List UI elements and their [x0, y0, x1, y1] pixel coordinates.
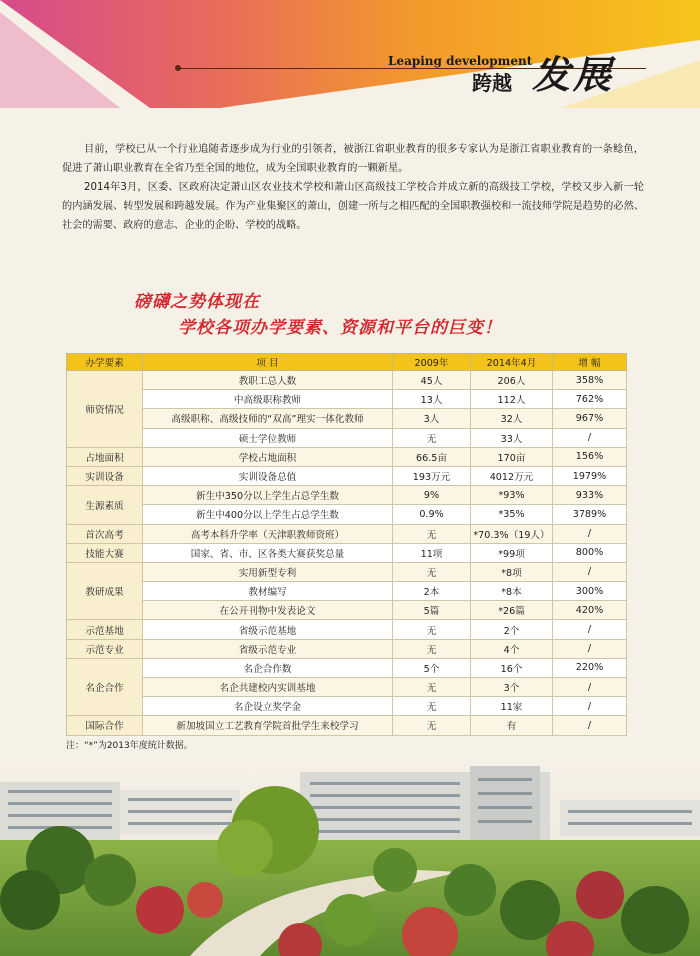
table-row — [67, 678, 627, 697]
table-row — [67, 716, 627, 735]
growth-cell: 156% — [553, 447, 627, 466]
growth-cell: / — [553, 620, 627, 639]
value-2009-cell: 11项 — [393, 543, 471, 562]
value-2014-cell: *8项 — [471, 562, 553, 581]
item-cell: 名企共建校内实训基地 — [143, 678, 393, 697]
table-row — [67, 428, 627, 447]
table-row — [67, 447, 627, 466]
table-header-row — [67, 354, 627, 371]
paragraph-1: 目前，学校已从一个行业追随者逐步成为行业的引领者，被浙江省职业教育的很多专家认为是浙江省职业教育的一条鲶鱼，促进了萧山职业教育在全省乃至全国的地位，成为全国职业教育的一颗新星。 — [62, 144, 644, 174]
value-2014-cell: 170亩 — [471, 447, 553, 466]
category-cell: 实训设备 — [67, 466, 143, 485]
category-cell: 首次高考 — [67, 524, 143, 543]
table-row — [67, 639, 627, 658]
table-row — [67, 601, 627, 620]
item-cell: 名企合作数 — [143, 658, 393, 677]
header-2014: 2014年4月 — [471, 354, 553, 371]
value-2014-cell: 有 — [471, 716, 553, 735]
growth-cell: / — [553, 678, 627, 697]
value-2009-cell: 无 — [393, 716, 471, 735]
value-2009-cell: 无 — [393, 697, 471, 716]
item-cell: 在公开刊物中发表论文 — [143, 601, 393, 620]
growth-cell: 933% — [553, 486, 627, 505]
category-cell: 名企合作 — [67, 658, 143, 716]
campus-photo — [0, 760, 700, 956]
table-row — [67, 562, 627, 581]
item-cell: 新加坡国立工艺教育学院首批学生来校学习 — [143, 716, 393, 735]
value-2009-cell: 0.9% — [393, 505, 471, 524]
slogan-line-2: 学校各项办学要素、资源和平台的巨变！ — [178, 318, 502, 338]
header-2009: 2009年 — [393, 354, 471, 371]
growth-cell: / — [553, 562, 627, 581]
table-row — [67, 582, 627, 601]
slogan-line-1: 磅礴之势体现在 — [134, 292, 260, 312]
category-cell: 示范基地 — [67, 620, 143, 639]
growth-cell: 1979% — [553, 466, 627, 485]
item-cell: 名企设立奖学金 — [143, 697, 393, 716]
value-2014-cell: 11家 — [471, 697, 553, 716]
value-2009-cell: 3人 — [393, 409, 471, 428]
header-category: 办学要素 — [67, 354, 143, 371]
value-2014-cell: *26篇 — [471, 601, 553, 620]
item-cell: 实用新型专利 — [143, 562, 393, 581]
category-cell: 教研成果 — [67, 562, 143, 620]
value-2014-cell: 206人 — [471, 371, 553, 390]
header-title-small: 跨越 — [472, 71, 512, 95]
category-cell: 示范专业 — [67, 639, 143, 658]
value-2014-cell: 32人 — [471, 409, 553, 428]
table-row — [67, 409, 627, 428]
item-cell: 中高级职称教师 — [143, 390, 393, 409]
paragraph-2: 2014年3月，区委、区政府决定萧山区农业技术学校和萧山区高级技工学校合并成立新的高级技工学校，学校又步入新一轮的内涵发展、转型发展和跨越发展。作为产业集聚区的萧山，创建一所与之相匹配的全国职教强校和一流技师学院是趋势的必然、社会的需要、政府的意志、企业的企盼、学校的战略。 — [62, 182, 644, 231]
value-2009-cell: 无 — [393, 428, 471, 447]
category-cell: 技能大赛 — [67, 543, 143, 562]
item-cell: 省级示范专业 — [143, 639, 393, 658]
table-row — [67, 371, 627, 390]
value-2009-cell: 2本 — [393, 582, 471, 601]
category-cell: 师资情况 — [67, 371, 143, 448]
value-2009-cell: 无 — [393, 639, 471, 658]
value-2009-cell: 无 — [393, 620, 471, 639]
table-row — [67, 466, 627, 485]
growth-cell: / — [553, 697, 627, 716]
item-cell: 高级职称、高级技师的“双高”理实一体化教师 — [143, 409, 393, 428]
header-item: 项 目 — [143, 354, 393, 371]
value-2014-cell: 4012万元 — [471, 466, 553, 485]
value-2014-cell: 3个 — [471, 678, 553, 697]
table-body — [67, 371, 627, 736]
growth-cell: 3789% — [553, 505, 627, 524]
item-cell: 国家、省、市、区各类大赛获奖总量 — [143, 543, 393, 562]
growth-cell: 800% — [553, 543, 627, 562]
value-2009-cell: 66.5亩 — [393, 447, 471, 466]
category-cell: 占地面积 — [67, 447, 143, 466]
value-2014-cell: *35% — [471, 505, 553, 524]
growth-cell: / — [553, 428, 627, 447]
footnote: 注：“*”为2013年度统计数据。 — [66, 741, 193, 751]
growth-cell: / — [553, 639, 627, 658]
value-2009-cell: 无 — [393, 524, 471, 543]
value-2009-cell: 无 — [393, 678, 471, 697]
table-row — [67, 697, 627, 716]
value-2009-cell: 5篇 — [393, 601, 471, 620]
item-cell: 新生中350分以上学生占总学生数 — [143, 486, 393, 505]
value-2014-cell: *8本 — [471, 582, 553, 601]
growth-cell: 762% — [553, 390, 627, 409]
growth-cell: 220% — [553, 658, 627, 677]
item-cell: 高考本科升学率（天津职教师资班） — [143, 524, 393, 543]
comparison-table — [66, 353, 627, 736]
value-2014-cell: *93% — [471, 486, 553, 505]
value-2009-cell: 193万元 — [393, 466, 471, 485]
value-2009-cell: 13人 — [393, 390, 471, 409]
header-subtitle-en: Leaping development — [388, 54, 533, 68]
table-row — [67, 620, 627, 639]
table-row — [67, 543, 627, 562]
item-cell: 省级示范基地 — [143, 620, 393, 639]
growth-cell: / — [553, 524, 627, 543]
item-cell: 学校占地面积 — [143, 447, 393, 466]
growth-cell: / — [553, 716, 627, 735]
item-cell: 新生中400分以上学生占总学生数 — [143, 505, 393, 524]
category-cell: 生源素质 — [67, 486, 143, 524]
value-2014-cell: 33人 — [471, 428, 553, 447]
item-cell: 硕士学位教师 — [143, 428, 393, 447]
value-2014-cell: 16个 — [471, 658, 553, 677]
value-2009-cell: 无 — [393, 562, 471, 581]
value-2009-cell: 9% — [393, 486, 471, 505]
growth-cell: 358% — [553, 371, 627, 390]
value-2014-cell: 4个 — [471, 639, 553, 658]
growth-cell: 420% — [553, 601, 627, 620]
value-2014-cell: *70.3%（19人） — [471, 524, 553, 543]
table-row — [67, 658, 627, 677]
value-2009-cell: 5个 — [393, 658, 471, 677]
value-2014-cell: *99项 — [471, 543, 553, 562]
header-growth: 增 幅 — [553, 354, 627, 371]
value-2014-cell: 2个 — [471, 620, 553, 639]
value-2009-cell: 45人 — [393, 371, 471, 390]
value-2014-cell: 112人 — [471, 390, 553, 409]
table-row — [67, 390, 627, 409]
growth-cell: 967% — [553, 409, 627, 428]
table-row — [67, 524, 627, 543]
item-cell: 教材编写 — [143, 582, 393, 601]
category-cell: 国际合作 — [67, 716, 143, 735]
growth-cell: 300% — [553, 582, 627, 601]
item-cell: 实训设备总值 — [143, 466, 393, 485]
item-cell: 教职工总人数 — [143, 371, 393, 390]
table-row — [67, 486, 627, 505]
table-row — [67, 505, 627, 524]
header-title-big: 发展 — [532, 52, 615, 97]
